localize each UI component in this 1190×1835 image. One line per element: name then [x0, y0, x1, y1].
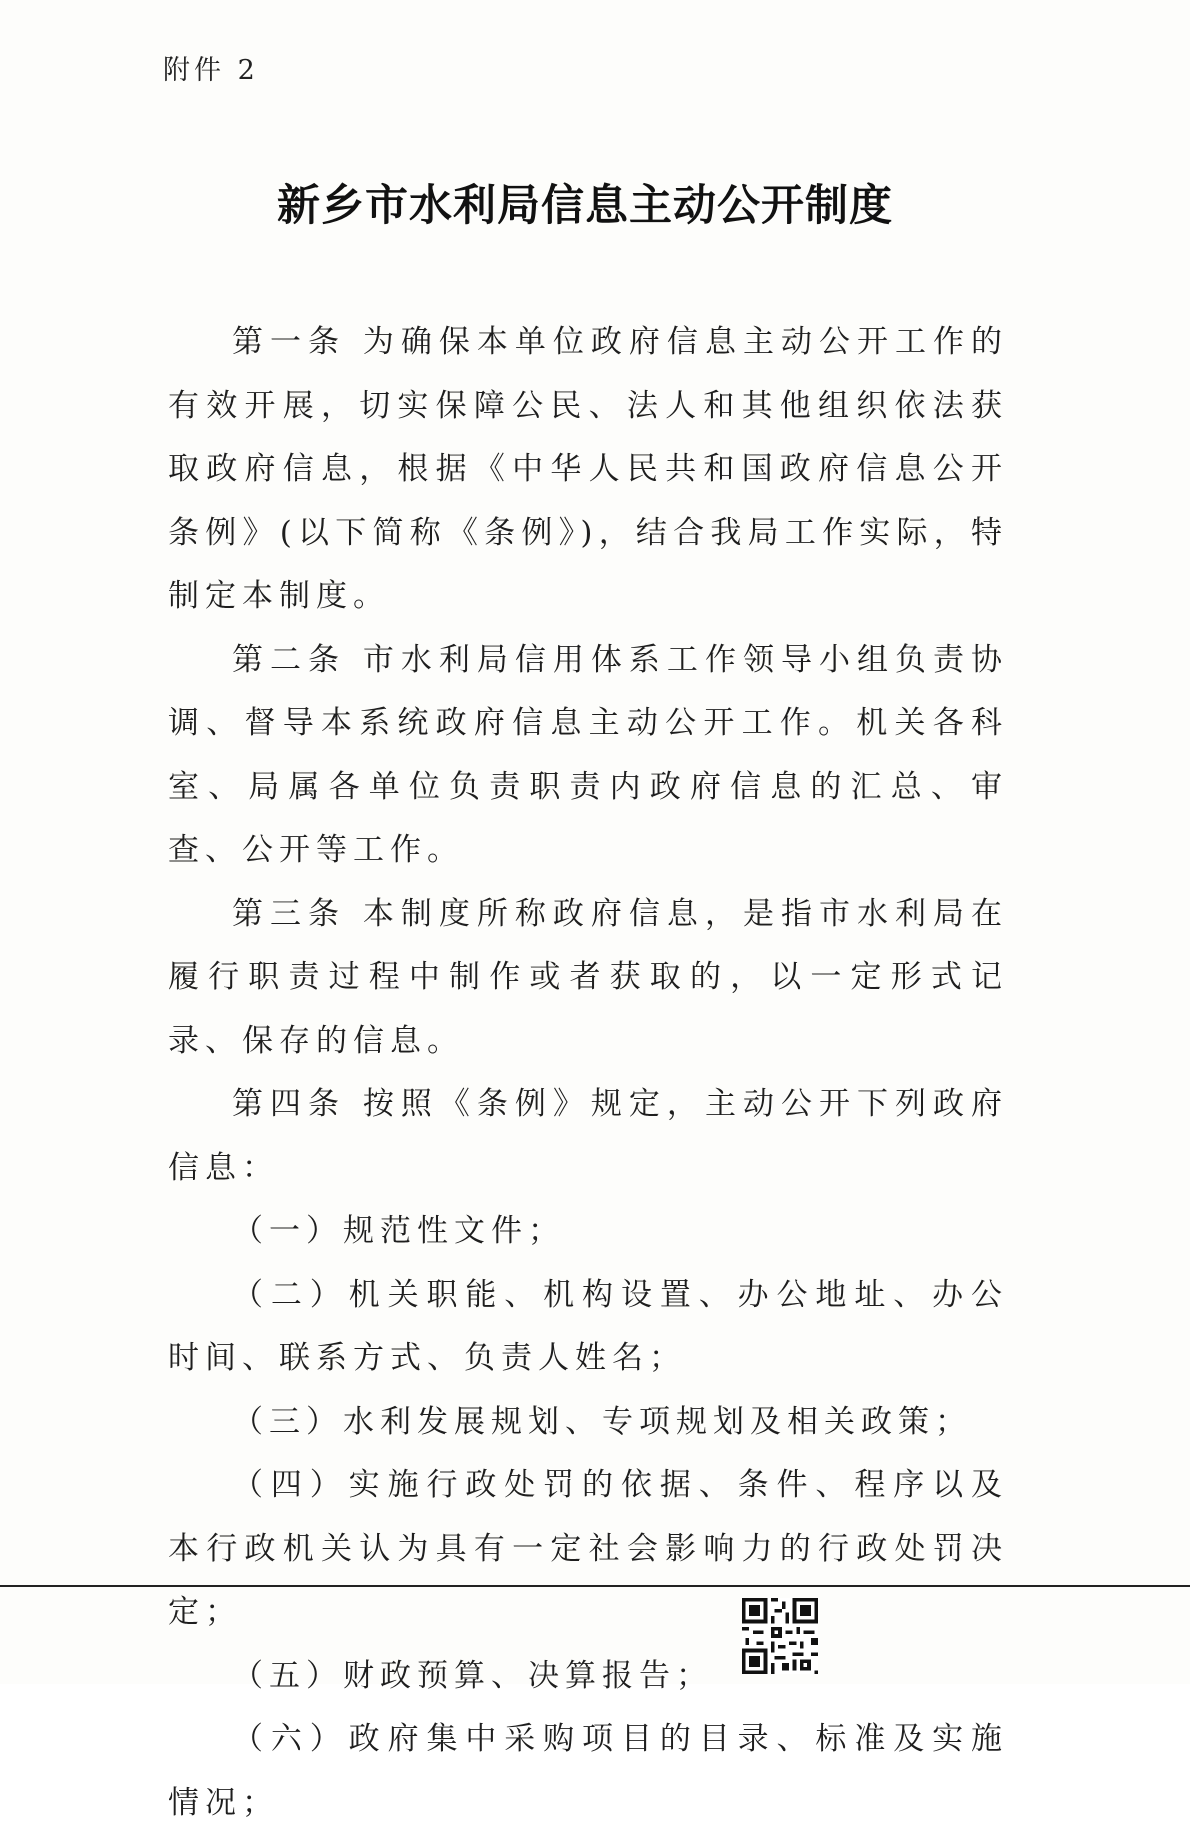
article-1: 第一条 为确保本单位政府信息主动公开工作的有效开展，切实保障公民、法人和其他组织依法获取政府信息，根据《中华人民共和国政府信息公开条例》(以下简称《条例》)，结合我局工作实际，特制定本制度。: [168, 324, 1008, 614]
list-item-4: （四）实施行政处罚的依据、条件、程序以及本行政机关认为具有一定社会影响力的行政处罚决定；: [168, 1467, 1008, 1630]
list-item-6: （六）政府集中采购项目的目录、标准及实施情况；: [168, 1721, 1008, 1821]
article-4: 第四条 按照《条例》规定，主动公开下列政府信息：: [168, 1086, 1008, 1186]
list-item-1: （一）规范性文件；: [232, 1213, 565, 1249]
article-2: 第二条 市水利局信用体系工作领导小组负责协调、督导本系统政府信息主动公开工作。机关各科室、局属各单位负责职责内政府信息的汇总、审查、公开等工作。: [168, 641, 1008, 868]
attachment-label: 附件 2: [163, 55, 259, 86]
qr-code-icon: [742, 1598, 818, 1674]
list-item-5: （五）财政预算、决算报告；: [232, 1657, 713, 1694]
document-title: 新乡市水利局信息主动公开制度: [277, 181, 893, 231]
footer-divider: [0, 1585, 1190, 1587]
document-body: [168, 311, 1008, 1835]
list-item-3: （三）水利发展规划、专项规划及相关政策；: [232, 1403, 972, 1440]
list-item-2: （二）机关职能、机构设置、办公地址、办公时间、联系方式、负责人姓名；: [168, 1276, 1008, 1376]
article-3: 第三条 本制度所称政府信息，是指市水利局在履行职责过程中制作或者获取的，以一定形式记录、保存的信息。: [168, 895, 1008, 1059]
